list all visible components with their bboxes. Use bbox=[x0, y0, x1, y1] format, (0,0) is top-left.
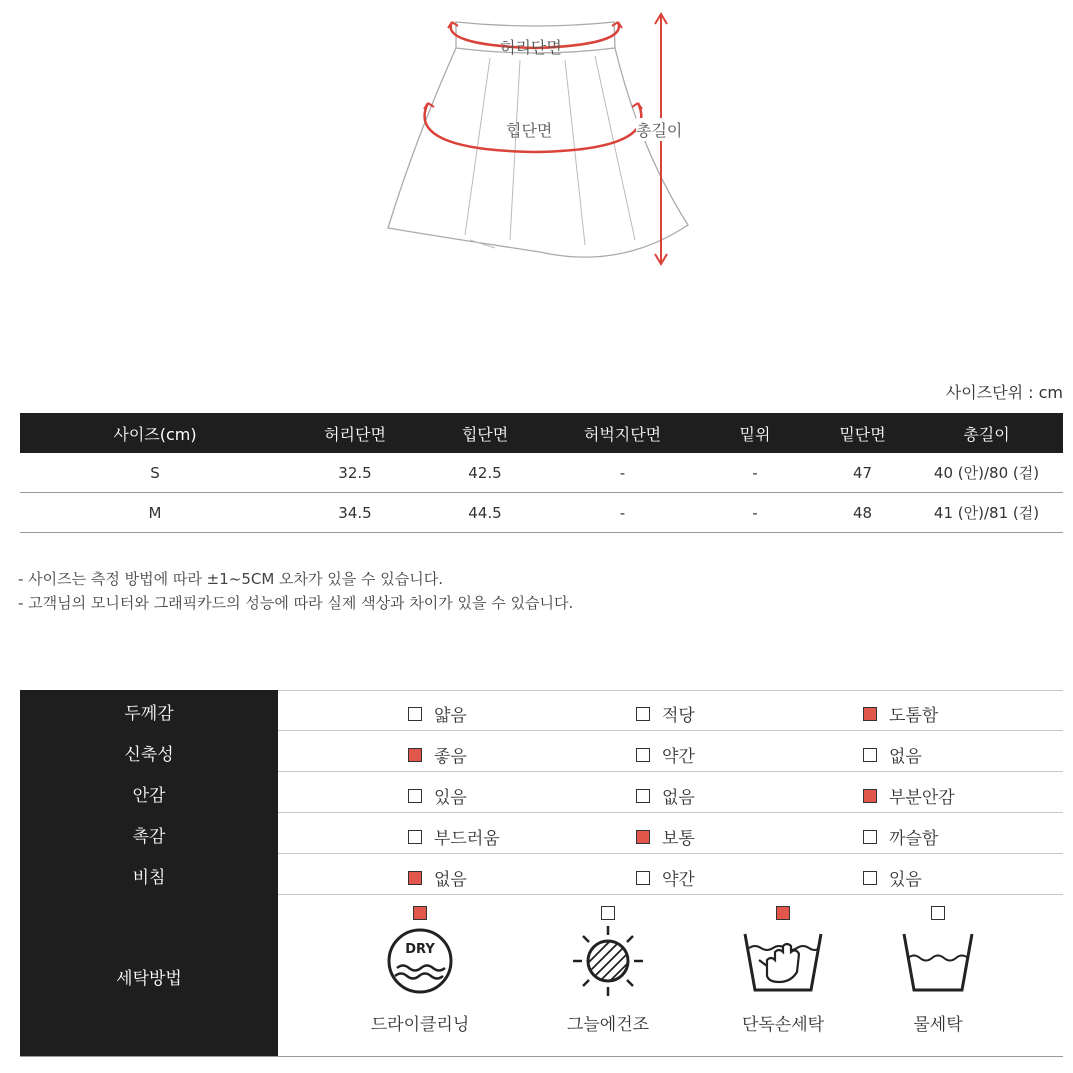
option-label: 있음 bbox=[889, 870, 922, 890]
table-cell: 42.5 bbox=[420, 453, 550, 493]
table-cell: - bbox=[695, 453, 815, 493]
table-cell: - bbox=[695, 493, 815, 533]
fabric-option bbox=[408, 701, 467, 726]
fabric-option bbox=[863, 701, 938, 726]
row-divider bbox=[278, 853, 1063, 854]
header-length: 총길이 bbox=[910, 413, 1063, 453]
table-cell: M bbox=[20, 493, 290, 533]
size-table bbox=[20, 413, 1063, 533]
length-label: 총길이 bbox=[636, 118, 682, 141]
row-divider bbox=[278, 771, 1063, 772]
fabric-option bbox=[636, 742, 695, 767]
shade-dry-icon bbox=[570, 923, 646, 999]
option-label: 보통 bbox=[662, 829, 695, 849]
wash-option-shade-dry bbox=[528, 906, 688, 1035]
fabric-option bbox=[408, 865, 467, 890]
fabric-label-column bbox=[20, 690, 278, 1056]
option-checkbox[interactable] bbox=[863, 830, 877, 844]
option-checkbox[interactable] bbox=[636, 707, 650, 721]
option-label: 도톰함 bbox=[889, 706, 939, 726]
table-cell: 40 (안)/80 (겉) bbox=[910, 453, 1063, 493]
fabric-option bbox=[636, 783, 695, 808]
option-label: 좋음 bbox=[434, 747, 467, 767]
label-sheerness: 비침 bbox=[132, 868, 166, 888]
option-label: 있음 bbox=[434, 788, 467, 808]
table-row bbox=[20, 453, 1063, 493]
header-size: 사이즈(cm) bbox=[20, 413, 290, 453]
option-label: 얇음 bbox=[434, 706, 467, 726]
label-texture: 촉감 bbox=[132, 827, 166, 847]
fabric-option bbox=[636, 701, 695, 726]
option-checkbox[interactable] bbox=[636, 830, 650, 844]
waist-label: 허리단면 bbox=[500, 38, 562, 57]
option-checkbox[interactable] bbox=[408, 748, 422, 762]
table-cell: - bbox=[550, 453, 695, 493]
header-hem: 밑단면 bbox=[815, 413, 910, 453]
label-thickness: 두께감 bbox=[124, 704, 174, 724]
table-cell: 41 (안)/81 (겉) bbox=[910, 493, 1063, 533]
water-wash-icon bbox=[900, 926, 976, 996]
label-lining: 안감 bbox=[132, 786, 166, 806]
fabric-option bbox=[408, 742, 467, 767]
fabric-option bbox=[863, 824, 938, 849]
hip-label: 힙단면 bbox=[506, 121, 553, 140]
row-divider bbox=[278, 690, 1063, 691]
option-checkbox[interactable] bbox=[863, 748, 877, 762]
row-divider bbox=[278, 730, 1063, 731]
option-checkbox[interactable] bbox=[408, 830, 422, 844]
fabric-option bbox=[863, 783, 955, 808]
wash-label-shade-dry: 그늘에건조 bbox=[566, 1015, 650, 1035]
wash-checkbox-water-wash[interactable] bbox=[931, 906, 945, 920]
size-table-header-row bbox=[20, 413, 1063, 453]
option-checkbox[interactable] bbox=[863, 789, 877, 803]
dry-clean-icon bbox=[385, 926, 455, 996]
label-wash-method: 세탁방법 bbox=[116, 969, 182, 989]
header-rise: 밑위 bbox=[695, 413, 815, 453]
label-stretch: 신축성 bbox=[124, 745, 174, 765]
wash-option-dry-clean bbox=[340, 906, 500, 1035]
option-label: 약간 bbox=[662, 747, 695, 767]
option-label: 약간 bbox=[662, 870, 695, 890]
option-label: 부드러움 bbox=[434, 829, 500, 849]
skirt-measurement-diagram bbox=[370, 0, 710, 275]
fabric-info-table bbox=[20, 690, 1063, 1057]
table-cell: 44.5 bbox=[420, 493, 550, 533]
option-label: 없음 bbox=[434, 870, 467, 890]
table-cell: 32.5 bbox=[290, 453, 420, 493]
table-cell: S bbox=[20, 453, 290, 493]
fabric-option bbox=[408, 824, 500, 849]
fabric-option bbox=[863, 865, 922, 890]
wash-label-water-wash: 물세탁 bbox=[913, 1015, 963, 1035]
row-divider bbox=[278, 812, 1063, 813]
option-label: 부분안감 bbox=[889, 788, 955, 808]
table-row bbox=[20, 493, 1063, 533]
option-label: 없음 bbox=[662, 788, 695, 808]
table-cell: 34.5 bbox=[290, 493, 420, 533]
option-label: 적당 bbox=[662, 706, 695, 726]
option-checkbox[interactable] bbox=[636, 871, 650, 885]
wash-option-water-wash bbox=[858, 906, 1018, 1035]
option-checkbox[interactable] bbox=[408, 789, 422, 803]
color-difference-note: - 고객님의 모니터와 그래픽카드의 성능에 따라 실제 색상과 차이가 있을 수 있습니다. bbox=[18, 594, 574, 612]
header-hip: 힙단면 bbox=[420, 413, 550, 453]
size-unit-note: 사이즈단위 : cm bbox=[945, 383, 1063, 402]
option-checkbox[interactable] bbox=[636, 789, 650, 803]
hand-wash-icon bbox=[741, 926, 825, 996]
wash-label-dry-clean: 드라이클리닝 bbox=[370, 1015, 470, 1035]
table-cell: 47 bbox=[815, 453, 910, 493]
option-checkbox[interactable] bbox=[636, 748, 650, 762]
fabric-option bbox=[863, 742, 922, 767]
wash-checkbox-hand-wash[interactable] bbox=[776, 906, 790, 920]
fabric-option bbox=[636, 865, 695, 890]
option-label: 없음 bbox=[889, 747, 922, 767]
header-thigh: 허벅지단면 bbox=[550, 413, 695, 453]
wash-checkbox-shade-dry[interactable] bbox=[601, 906, 615, 920]
table-cell: - bbox=[550, 493, 695, 533]
header-waist: 허리단면 bbox=[290, 413, 420, 453]
wash-label-hand-wash: 단독손세탁 bbox=[741, 1015, 825, 1035]
size-tolerance-note: - 사이즈는 측정 방법에 따라 ±1~5CM 오차가 있을 수 있습니다. bbox=[18, 570, 444, 588]
wash-checkbox-dry-clean[interactable] bbox=[413, 906, 427, 920]
option-checkbox[interactable] bbox=[863, 707, 877, 721]
option-checkbox[interactable] bbox=[408, 707, 422, 721]
option-checkbox[interactable] bbox=[863, 871, 877, 885]
fabric-option bbox=[636, 824, 695, 849]
option-checkbox[interactable] bbox=[408, 871, 422, 885]
fabric-option bbox=[408, 783, 467, 808]
dry-icon-text: DRY bbox=[405, 942, 435, 957]
row-divider bbox=[278, 894, 1063, 895]
wash-option-hand-wash bbox=[703, 906, 863, 1035]
table-cell: 48 bbox=[815, 493, 910, 533]
option-label: 까슬함 bbox=[889, 829, 939, 849]
